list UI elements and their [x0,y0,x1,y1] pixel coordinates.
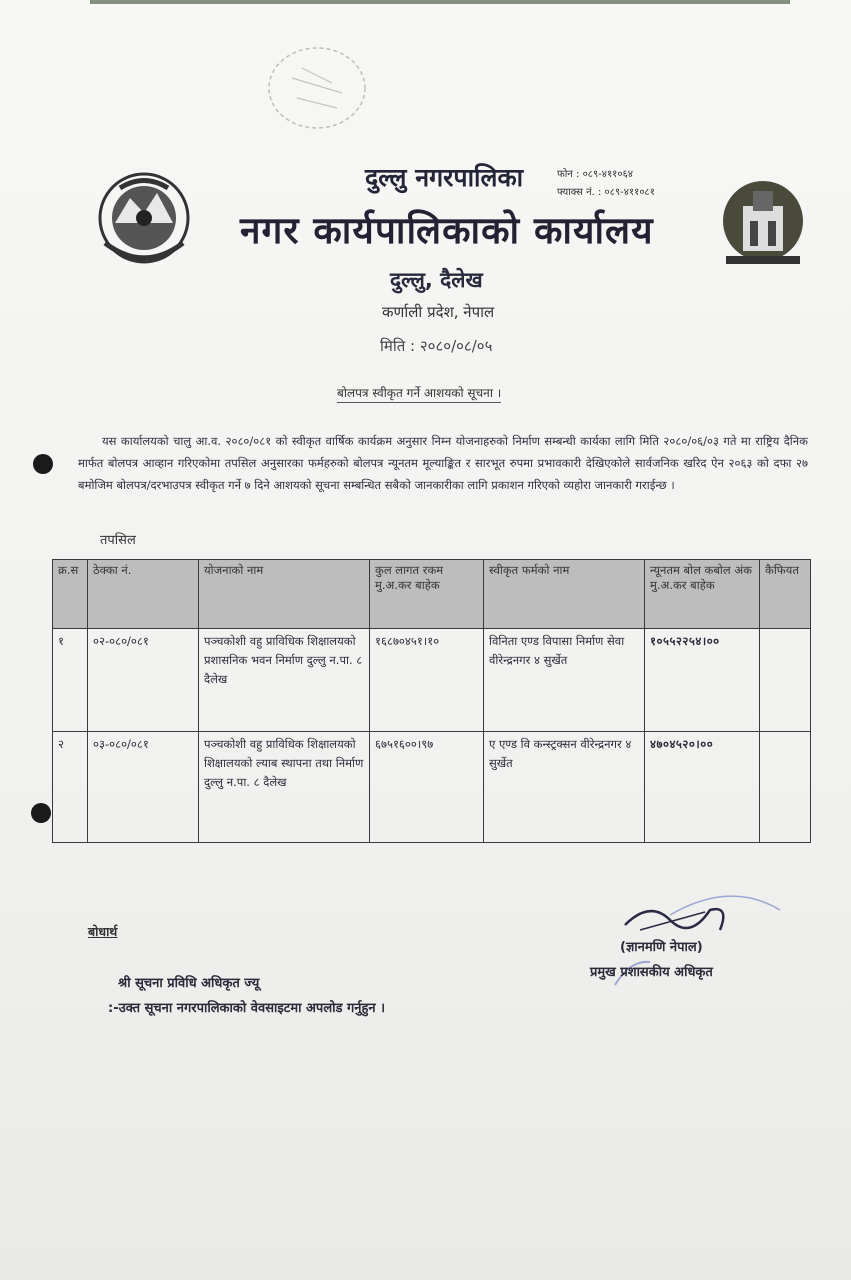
cell-bid-amount: ४७०४५२०।०० [645,732,760,843]
col-remarks: कैफियत [760,560,811,629]
cell-serial: २ [53,732,88,843]
scan-edge [90,0,790,4]
col-bid-amount: न्यूनतम बोल कबोल अंक मु.अ.कर बाहेक [645,560,760,629]
cell-cost: १६८७०४५१।१० [370,629,484,732]
office-province: कर्णाली प्रदेश, नेपाल [382,303,495,321]
annex-label: तपसिल [100,533,136,548]
received-stamp [262,38,372,138]
phone-number: फोन : ०८९-४११०६४ [557,169,633,180]
cell-remarks [760,629,811,732]
punch-hole [33,454,53,474]
cell-bid-amount: १०५५२२५४।०० [645,629,760,732]
cell-contract-no: ०३-०८०/०८१ [88,732,199,843]
cell-project: पञ्चकोशी वहु प्राविधिक शिक्षालयको शिक्षालयको ल्याब स्थापना तथा निर्माण दुल्लु न.पा. ८ दैलेख [199,732,370,843]
bid-table [52,559,811,843]
cc-label: बोधार्थ [88,924,118,939]
government-emblem-icon [95,168,193,268]
col-firm: स्वीकृत फर्मको नाम [484,560,645,629]
office-title: नगर कार्यपालिकाको कार्यालय [240,209,654,252]
signer-title: प्रमुख प्रशासकीय अधिकृत [590,965,713,980]
fax-number: फ्याक्स नं. : ०८९-४११०८१ [557,187,655,198]
municipality-logo-icon [718,176,808,272]
table-row [53,732,811,843]
contact-info [557,166,655,202]
cell-remarks [760,732,811,843]
punch-hole [31,803,51,823]
office-city: दुल्लु, दैलेख [390,268,483,292]
signer-name: (ज्ञानमणि नेपाल) [620,940,703,955]
cc-instruction: :-उक्त सूचना नगरपालिकाको वेवसाइटमा अपलोड गर्नुहुन । [108,1001,386,1016]
cc-recipient: श्री सूचना प्रविधि अधिकृत ज्यू [118,976,260,991]
table-header-row [53,560,811,629]
col-contract-no: ठेक्का नं. [88,560,199,629]
cell-cost: ६७५१६००।९७ [370,732,484,843]
cell-project: पञ्चकोशी वहु प्राविधिक शिक्षालयको प्रशासनिक भवन निर्माण दुल्लु न.पा. ८ दैलेख [199,629,370,732]
col-project: योजनाको नाम [199,560,370,629]
notice-body: यस कार्यालयको चालु आ.व. २०८०/०८१ को स्वीकृत वार्षिक कार्यक्रम अनुसार निम्न योजनाहरुको निर्माण सम्बन्धी कार्यका लागि मिति २०८०/०६/०३ गते मा राष्ट्रिय दैनिक मार्फत बोलपत्र आव्हान गरिएकोमा तपसिल अनुसारका फर्महरुको बोलपत्र न्यूनतम मूल्याङ्कित र सारभूत रुपमा प्रभावकारी देखिएकोले सार्वजनिक खरिद ऐन २०६३ को दफा २७ बमोजिम बोलपत्र/दरभाउपत्र स्वीकृत गर्ने ७ दिने आशयको सूचना सम्बन्धित सबैको जानकारीका लागि प्रकाशन गरिएको व्यहोरा जानकारी गराईन्छ । [78,434,808,492]
notice-subject: बोलपत्र स्वीकृत गर्ने आशयको सूचना । [337,384,501,403]
col-cost: कुल लागत रकम मु.अ.कर बाहेक [370,560,484,629]
cell-serial: १ [53,629,88,732]
cell-firm: ए एण्ड वि कन्स्ट्रक्सन वीरेन्द्रनगर ४ सुर्खेत [484,732,645,843]
municipality-name: दुल्लु नगरपालिका [365,163,524,192]
col-serial: क्र.स [53,560,88,629]
cell-firm: विनिता एण्ड विपासा निर्माण सेवा वीरेन्द्रनगर ४ सुर्खेत [484,629,645,732]
document-date: मिति : २०८०/०८/०५ [380,337,493,355]
cell-contract-no: ०२-०८०/०८१ [88,629,199,732]
table-row [53,629,811,732]
